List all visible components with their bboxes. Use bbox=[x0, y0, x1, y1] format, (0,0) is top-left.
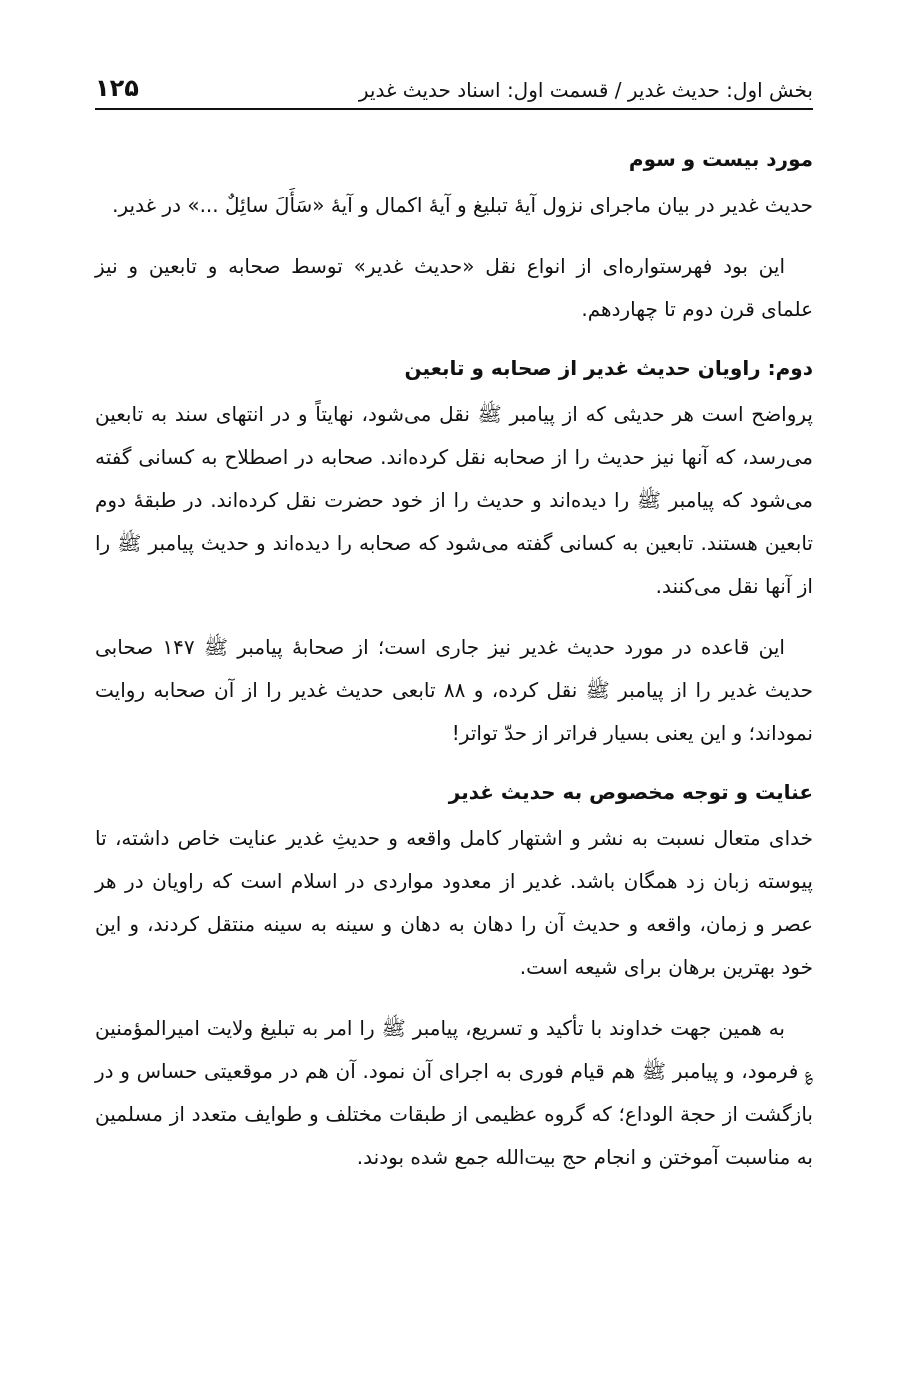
section-heading: دوم: راویان حدیث غدیر از صحابه و تابعین bbox=[404, 356, 813, 380]
paragraph: پرواضح است هر حدیثی که از پیامبر ﷺ نقل می‌شود، نهایتاً و در انتهای سند به تابعین می‌رسد، که آنها نیز حدیث را از صحابه نقل کرده‌اند. صحابه در اصطلاح به کسانی گفته می‌شود که پیامبر ﷺ را دیده‌اند و حدیث را از خود حضرت نقل کرده‌اند. در طبقۀ دوم تابعین هستند. تابعین به کسانی گفته می‌شود که صحابه را دیده‌اند و حدیث پیامبر ﷺ را از آنها نقل می‌کنند. bbox=[95, 402, 813, 598]
paragraph: خدای متعال نسبت به نشر و اشتهار کامل واقعه و حدیثِ غدیر عنایت خاص داشته، تا پیوسته زبان زد همگان باشد. غدیر از معدود مواردی در اسلام است که راویان در هر عصر و زمان، واقعه و حدیث آن را دهان به دهان و سینه به سینه منتقل کردند، و این خود بهترین برهان برای شیعه است. bbox=[95, 826, 813, 979]
paragraph: به همین جهت خداوند با تأکید و تسریع، پیامبر ﷺ را امر به تبلیغ ولایت امیرالمؤمنین ؏ فرمود، و پیامبر ﷺ هم قیام فوری به اجرای آن نمود. آن هم در موقعیتی حساس و در بازگشت از حجة الوداع؛ که گروه عظیمی از طبقات مختلف و طوایف متعدد از مسلمین به مناسبت آموختن و انجام حج بیت‌الله جمع شده بودند. bbox=[95, 1016, 813, 1169]
page-header bbox=[95, 60, 813, 110]
running-title: بخش اول: حدیث غدیر / قسمت اول: اسناد حدیث غدیر bbox=[358, 78, 813, 102]
section-heading: مورد بیست و سوم bbox=[628, 147, 813, 171]
page-number: ۱۲۵ bbox=[95, 74, 139, 102]
paragraph: این بود فهرستواره‌ای از انواع نقل «حدیث غدیر» توسط صحابه و تابعین و نیز علمای قرن دوم تا چهاردهم. bbox=[95, 254, 813, 321]
page-content bbox=[95, 140, 813, 1179]
section-heading: عنایت و توجه مخصوص به حدیث غدیر bbox=[448, 780, 813, 804]
paragraph: حدیث غدیر در بیان ماجرای نزول آیۀ تبلیغ و آیۀ اکمال و آیۀ «سَأَلَ سائِلٌ ...» در غدیر. bbox=[112, 193, 813, 217]
book-page bbox=[95, 60, 813, 1197]
paragraph: این قاعده در مورد حدیث غدیر نیز جاری است؛ از صحابۀ پیامبر ﷺ ۱۴۷ صحابی حدیث غدیر را از پیامبر ﷺ نقل کرده، و ۸۸ تابعی حدیث غدیر را از آن صحابه روایت نموداند؛ و این یعنی بسیار فراتر از حدّ تواتر! bbox=[95, 635, 814, 745]
